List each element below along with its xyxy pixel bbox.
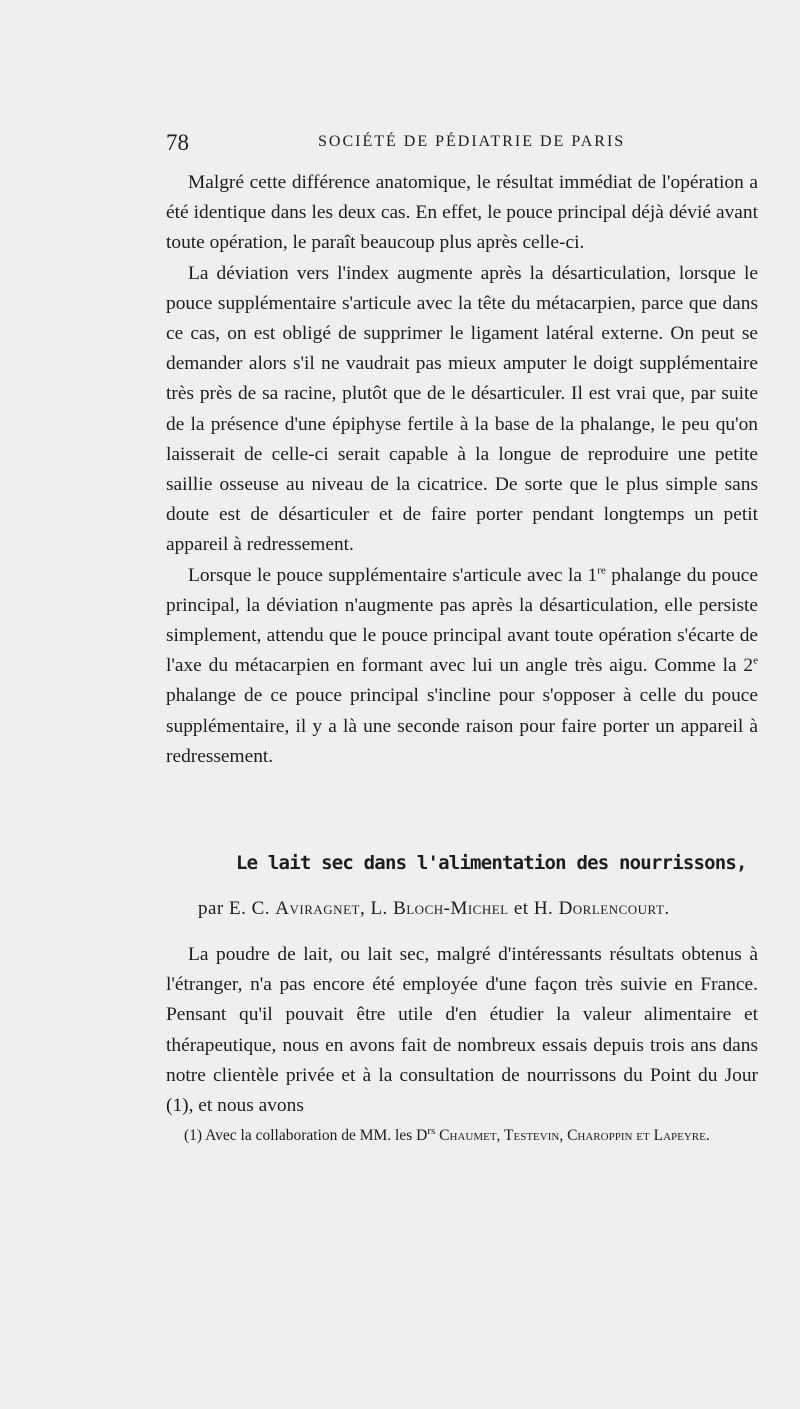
footnote-names: Chaumet, Testevin, Charoppin et Lapeyre. xyxy=(435,1127,710,1144)
footnote-superscript: rs xyxy=(427,1124,436,1137)
article-title: Le lait sec dans l'alimentation des nourrissons, xyxy=(236,852,747,874)
paragraph-2: La déviation vers l'index augmente après la désarticulation, lorsque le pouce supplémentaire s'articule avec la tête du métacarpien, parce que dans ce cas, on est obligé de supprimer le ligament latéral externe. On peut se demander alors s'il ne vaudrait pas mieux amputer le doigt supplémentaire très près de sa racine, plutôt que de le désarticuler. Il est vrai que, par suite de la présence d'une épiphyse fertile à la base de la phalange, le peu qu'on laisserait de celle-ci serait capable à la longue de reproduire une petite saillie osseuse au niveau de la cicatrice. De sorte que le plus simple sans doute est de désarticuler et de faire porter pendant longtemps un petit appareil à redressement. xyxy=(166,262,758,556)
authors-suffix: . xyxy=(664,898,670,919)
paragraph-1: Malgré cette différence anatomique, le résultat immédiat de l'opération a été identique dans les deux cas. En effet, le pouce principal déjà dévié avant toute opération, le paraît beaucoup plus après celle-ci. xyxy=(166,172,758,254)
page-header xyxy=(166,130,758,158)
page-number: 78 xyxy=(166,130,189,155)
paragraph-3-part-2: phalange du pouce principal, la déviation n'augmente pas après la désarticulation, elle persiste simplement, attendu que le pouce principal avant toute opération s'écarte de l'axe du métacarpien en formant avec lui un angle très aigu. Comme la 2 xyxy=(166,564,758,677)
paragraph-3-part-3: phalange de ce pouce principal s'incline pour s'opposer à celle du pouce supplémentaire, il y a là une seconde raison pour faire porter un appareil à redressement. xyxy=(166,685,758,767)
footnote xyxy=(166,1125,758,1146)
paragraph-3 xyxy=(166,561,758,772)
author-dorlencourt: Dorlencourt xyxy=(558,898,665,919)
authors-separator-2: et H. xyxy=(508,898,559,919)
author-aviragnet: Aviragnet xyxy=(275,898,360,919)
article-body xyxy=(166,940,758,1121)
article-paragraph-1: La poudre de lait, ou lait sec, malgré d'intéressants résultats obtenus à l'étranger, n'a pas encore été employée d'une façon très suivie en France. Pensant qu'il pouvait être utile d'en étudier la valeur alimentaire et thérapeutique, nous en avons fait de nombreux essais depuis trois ans dans notre clientèle privée et à la consultation de nourrissons du Point du Jour (1), et nous avons xyxy=(166,944,758,1117)
ordinal-superscript-2: e xyxy=(753,654,758,667)
authors-separator-1: , L. xyxy=(359,898,394,919)
running-title: SOCIÉTÉ DE PÉDIATRIE DE PARIS xyxy=(318,133,626,150)
ordinal-superscript-1: re xyxy=(597,564,606,577)
body-text xyxy=(166,168,758,772)
author-bloch-michel: Bloch-Michel xyxy=(393,898,509,919)
footnote-text: (1) Avec la collaboration de MM. les D xyxy=(184,1127,428,1144)
authors-prefix: par E. C. xyxy=(198,898,276,919)
paragraph-3-part-1: Lorsque le pouce supplémentaire s'articule avec la 1 xyxy=(188,564,598,586)
article-authors xyxy=(198,898,758,920)
